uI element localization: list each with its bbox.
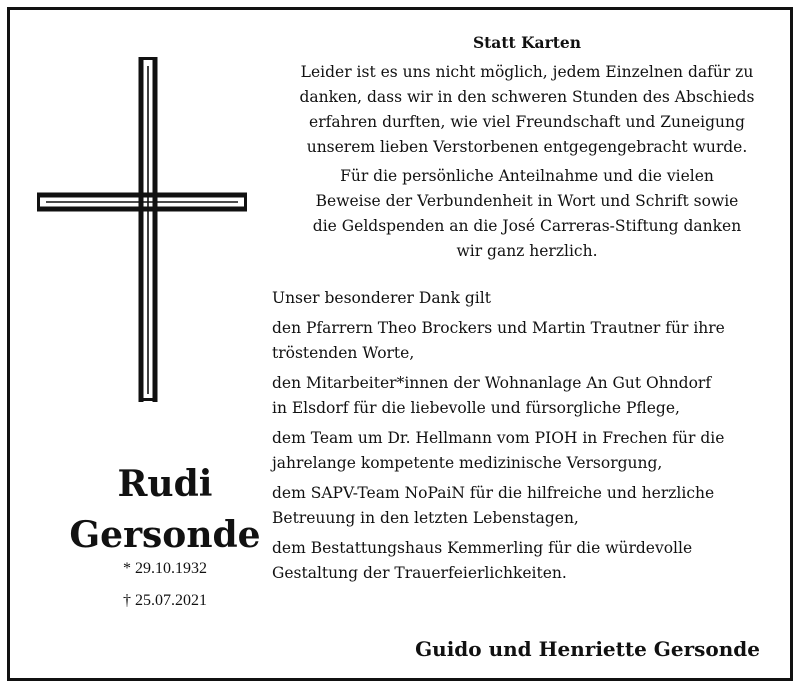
thanks-item: [272, 481, 782, 531]
birth-date: * 29.10.1932: [123, 560, 207, 577]
thanks-paragraph-2: [272, 164, 782, 264]
text-line: tröstenden Worte,: [272, 344, 415, 362]
thanks-item: [272, 536, 782, 586]
text-line: die Geldspenden an die José Carreras-Stiftung danken: [312, 217, 742, 235]
signature: Guido und Henriette Gersonde: [415, 637, 760, 661]
text-line: unserem lieben Verstorbenen entgegengebracht wurde.: [306, 138, 748, 156]
notice-heading: Statt Karten: [472, 33, 582, 52]
special-thanks: [272, 286, 782, 586]
notice-text: [272, 32, 782, 591]
text-line: den Pfarrern Theo Brockers und Martin Trautner für ihre: [272, 319, 725, 337]
thanks-item: [272, 316, 782, 366]
deceased-last-name: Gersonde: [69, 514, 261, 556]
text-line: erfahren durften, wie viel Freundschaft und Zuneigung: [309, 113, 745, 131]
text-line: Betreuung in den letzten Lebenstagen,: [272, 509, 579, 527]
death-date: † 25.07.2021: [123, 592, 207, 609]
text-line: dem Bestattungshaus Kemmerling für die würdevolle: [272, 539, 693, 557]
deceased-first-name: Rudi: [117, 463, 213, 505]
thanks-item: [272, 426, 782, 476]
text-line: Für die persönliche Anteilnahme und die vielen: [340, 167, 714, 185]
text-line: jahrelange kompetente medizinische Versorgung,: [272, 454, 663, 472]
obituary-frame: [7, 7, 793, 681]
text-line: Beweise der Verbundenheit in Wort und Schrift sowie: [315, 192, 739, 210]
thanks-intro: Unser besonderer Dank gilt: [272, 289, 491, 307]
thanks-item: [272, 371, 782, 421]
latin-cross-icon: [10, 10, 270, 430]
text-line: in Elsdorf für die liebevolle und fürsorgliche Pflege,: [272, 399, 680, 417]
text-line: wir ganz herzlich.: [456, 242, 598, 260]
text-line: den Mitarbeiter*innen der Wohnanlage An Gut Ohndorf: [272, 374, 712, 392]
text-line: Leider ist es uns nicht möglich, jedem Einzelnen dafür zu: [300, 63, 754, 81]
text-line: dem SAPV-Team NoPaiN für die hilfreiche und herzliche: [272, 484, 715, 502]
text-line: dem Team um Dr. Hellmann vom PIOH in Frechen für die: [272, 429, 725, 447]
text-line: danken, dass wir in den schweren Stunden des Abschieds: [299, 88, 755, 106]
thanks-paragraph-1: [272, 60, 782, 160]
text-line: Gestaltung der Trauerfeierlichkeiten.: [272, 564, 567, 582]
